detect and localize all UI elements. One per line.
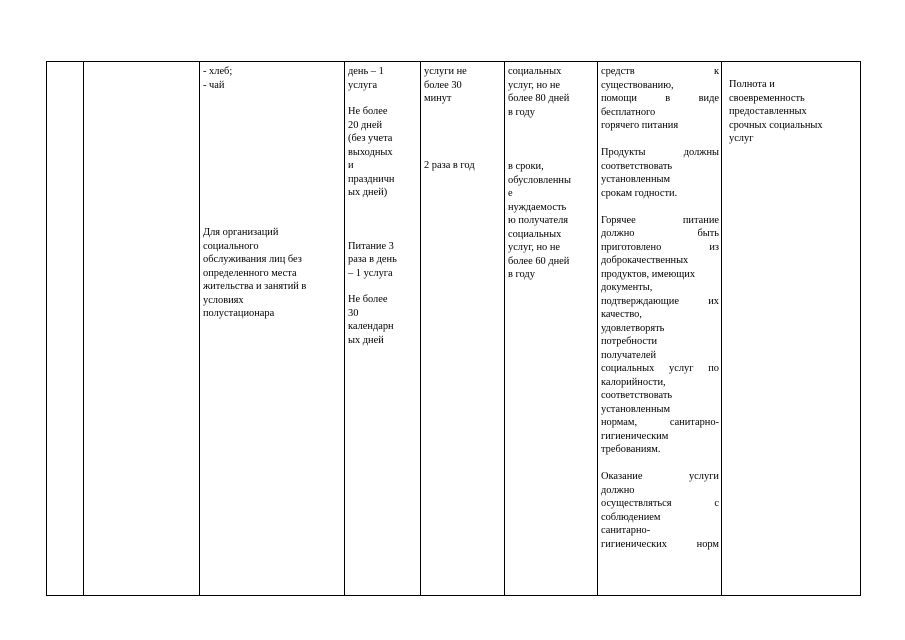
quality-line: средств к xyxy=(601,66,719,77)
quality-line: гигиенических норм xyxy=(601,538,719,550)
time-text: 2 раза в год xyxy=(424,159,475,171)
column-divider xyxy=(344,62,345,595)
quality-line: приготовлено из xyxy=(601,241,719,253)
quality-line: Горячее питание xyxy=(601,214,719,226)
quality-line: качество, удовлетворять потребности получателей xyxy=(601,309,665,361)
column-divider xyxy=(721,62,722,595)
quality-line: гигиеническим требованиям. xyxy=(601,430,669,455)
quality-line: соблюдением санитарно- xyxy=(601,511,661,536)
period-text: в сроки, обусловленны е нуждаемость ю получателя социальных услуг, но не более 60 дней в году xyxy=(508,161,571,280)
service-target: Для организаций социального обслуживания лиц без определенного места жительства и занятий в условиях полустационара xyxy=(203,227,307,319)
service-standard-table xyxy=(46,61,861,596)
quality-line: нормам, санитарно- xyxy=(601,417,719,428)
column-divider xyxy=(420,62,421,595)
service-description-cell xyxy=(203,65,341,321)
quality-line: Оказание услуги xyxy=(601,471,719,482)
quality-line: бесплатного горячего питания xyxy=(601,106,679,131)
quality-line: подтверждающие их xyxy=(601,295,719,307)
service-quality-cell xyxy=(601,65,719,551)
quality-line: должно быть xyxy=(601,228,719,239)
column-divider xyxy=(504,62,505,595)
column-divider xyxy=(597,62,598,595)
volume-text: Не более 20 дней (без учета выходных и праздничн ых дней) xyxy=(348,106,395,198)
period-text: социальных услуг, но не более 80 дней в году xyxy=(508,66,570,118)
service-items: - хлеб; - чай xyxy=(203,66,233,91)
quality-line: соответствовать установленным срокам годности. xyxy=(601,160,678,199)
quality-line: доброкачественных продуктов, имеющих документы, xyxy=(601,255,696,293)
time-text: услуги не более 30 минут xyxy=(424,66,467,104)
volume-text: Не более 30 календарн ых дней xyxy=(348,294,394,346)
quality-line: существованию, xyxy=(601,79,674,91)
quality-line: должно xyxy=(601,484,635,496)
column-divider xyxy=(83,62,84,595)
evaluation-text: Полнота и своевременность предоставленных срочных социальных услуг xyxy=(729,79,823,144)
quality-line: помощи в виде xyxy=(601,93,719,104)
volume-text: Питание 3 раза в день – 1 услуга xyxy=(348,240,397,279)
quality-line: калорийности, соответствовать установленным xyxy=(601,376,673,415)
service-period-cell xyxy=(508,65,595,282)
evaluation-cell xyxy=(729,78,857,146)
service-volume-cell xyxy=(348,65,418,347)
quality-line: осуществляться с xyxy=(601,498,719,509)
quality-line: социальных услуг по xyxy=(601,363,719,374)
quality-line: Продукты должны xyxy=(601,147,719,158)
service-time-cell xyxy=(424,65,502,172)
volume-text: день – 1 услуга xyxy=(348,66,384,91)
column-divider xyxy=(199,62,200,595)
